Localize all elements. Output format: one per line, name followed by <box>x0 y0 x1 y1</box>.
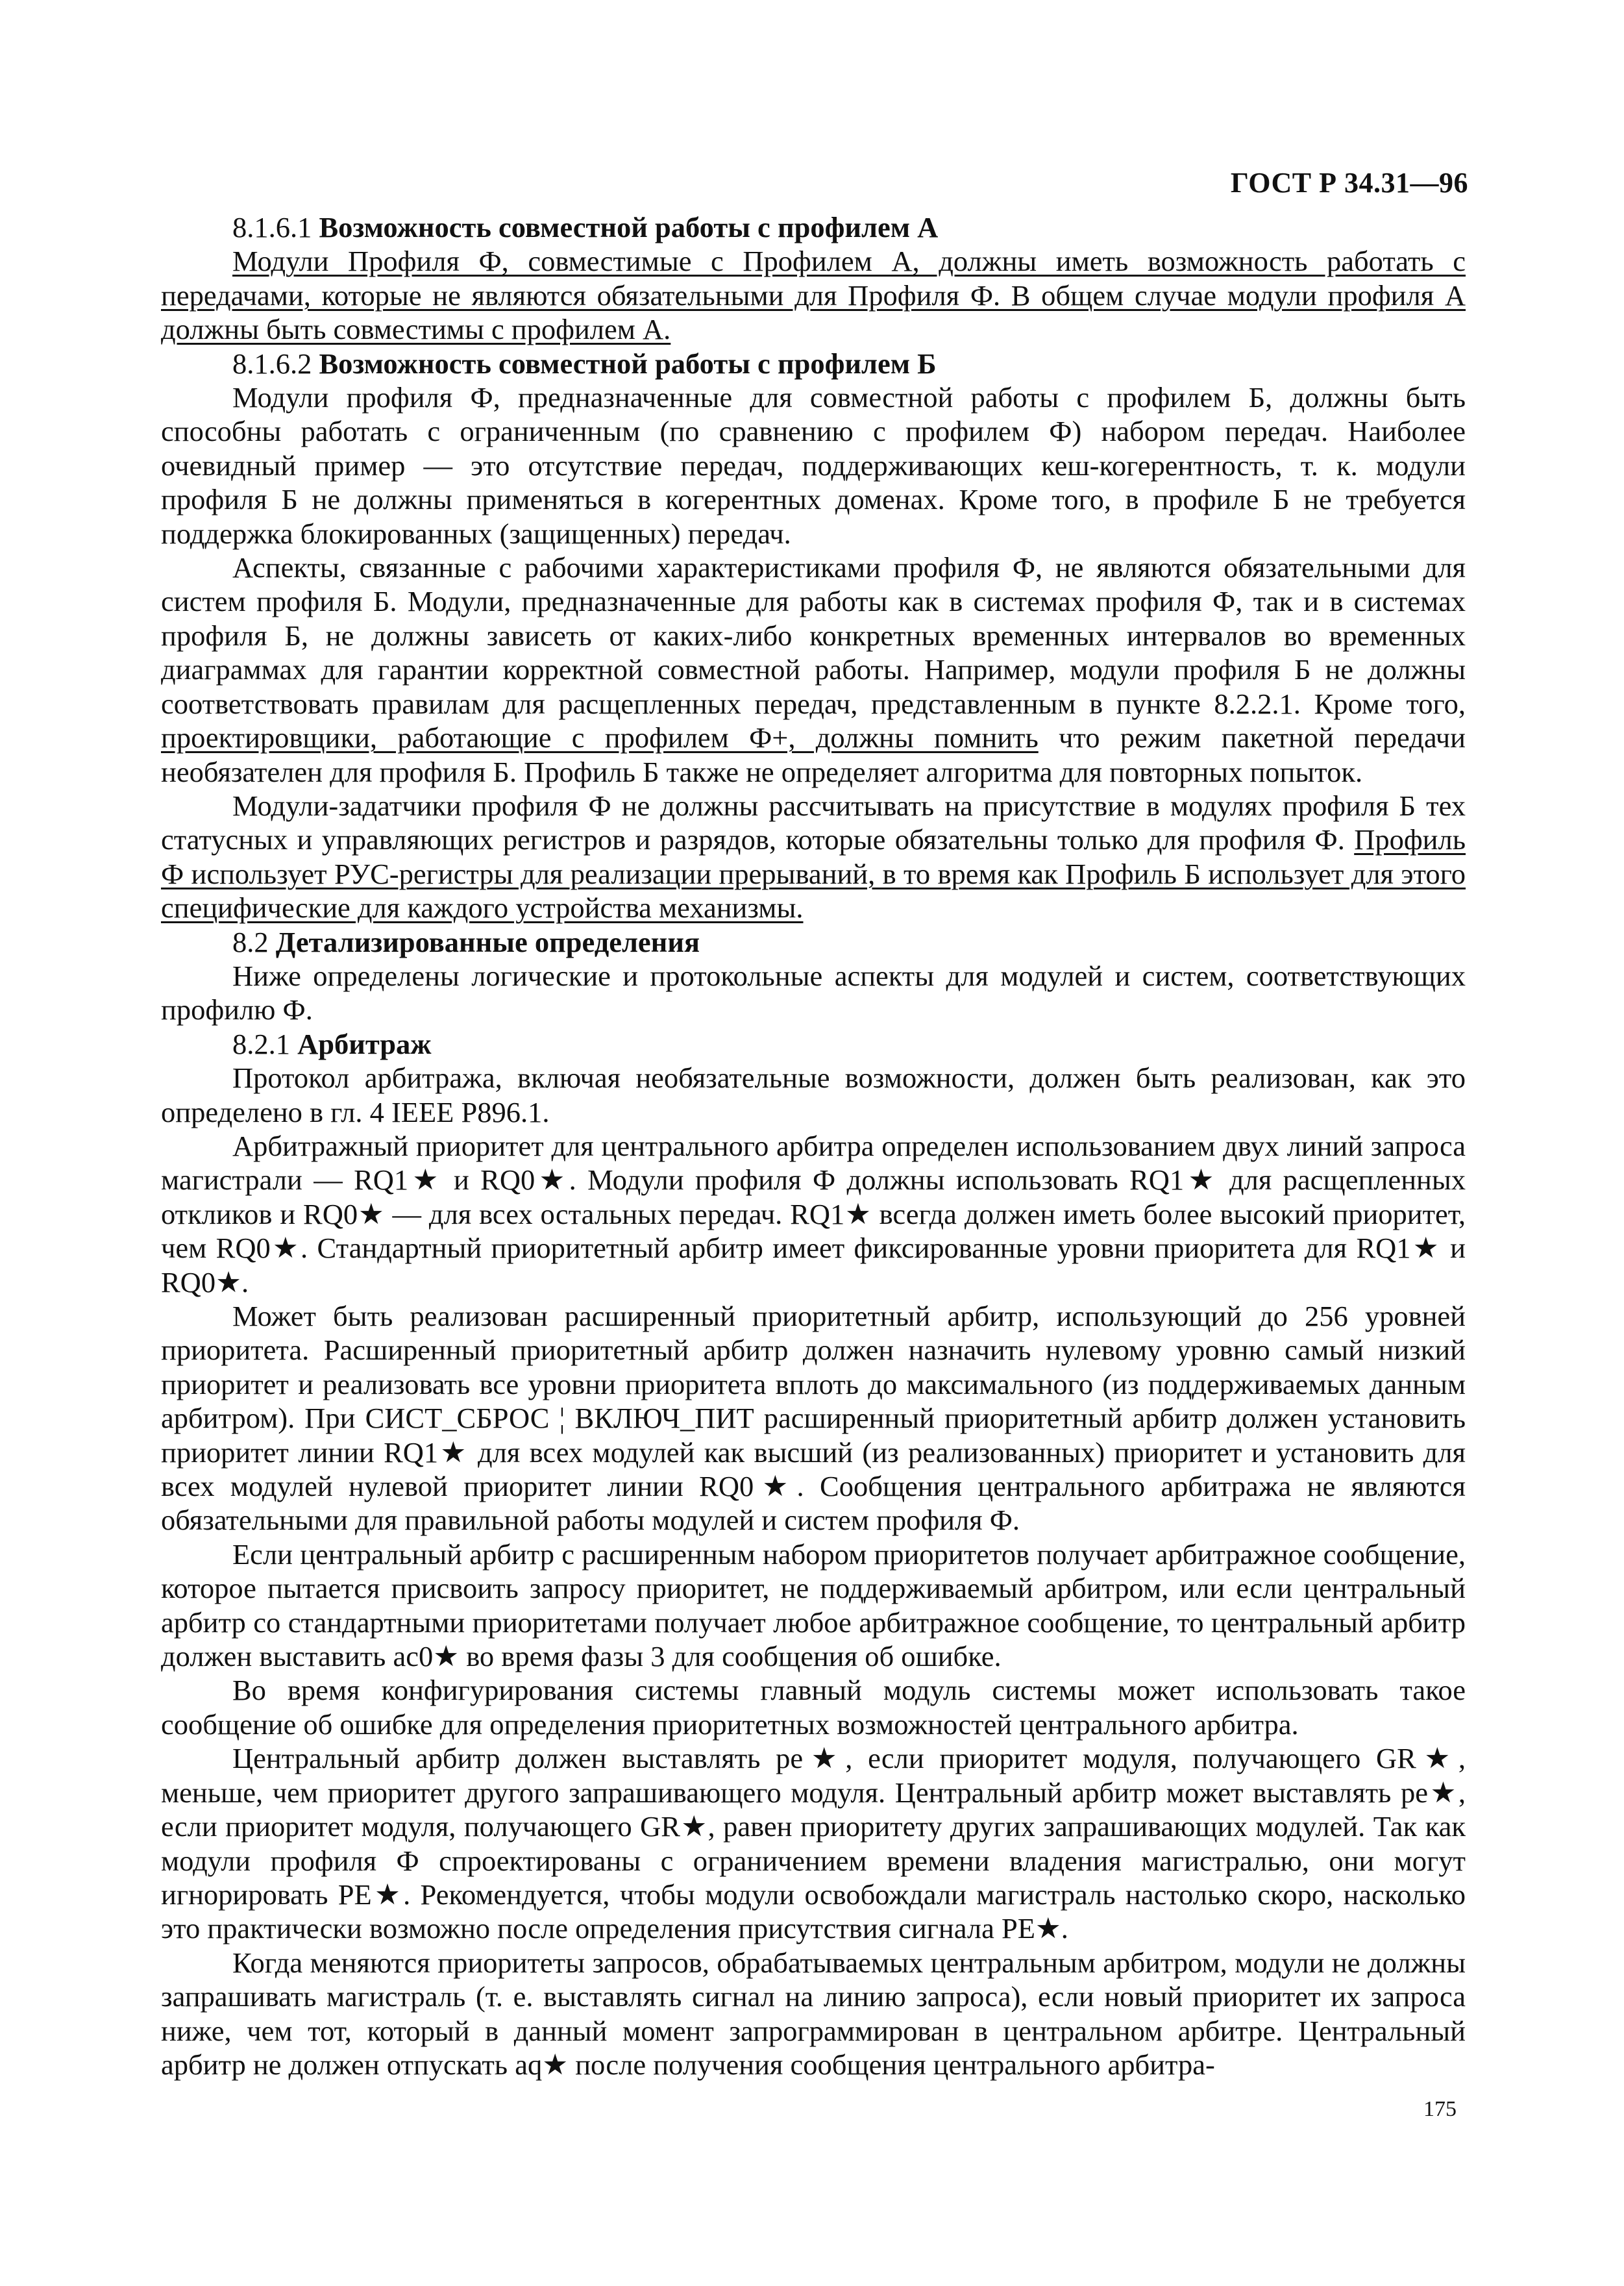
paragraph: Во время конфигурирования системы главный модуль системы может использовать такое сообщение об ошибке для определения приоритетных возможностей центрального арбитра. <box>161 1674 1466 1741</box>
underlined-text: Профиль Ф использует РУС-регистры для реализации прерываний, в то время как Профиль Б использует для этого специфические для каждого устройства механизмы. <box>161 823 1466 925</box>
text-run: Аспекты, связанные с рабочими характеристиками профиля Ф, не являются обязательными для систем профиля Б. Модули, предназначенные для работы как в системах профиля Ф, так и в системах профиля Б, не должны зависеть от каких-либо конкретных временных интервалов во временных диаграммах для гарантии корректной совместной работы. Например, модули профиля Б не должны соответствовать правилам для расщепленных передач, представленным в пункте 8.2.2.1. Кроме того, <box>161 551 1466 720</box>
paragraph <box>161 789 1466 925</box>
paragraph: Если центральный арбитр с расширенным набором приоритетов получает арбитражное сообщение, которое пытается присвоить запросу приоритет, не поддерживаемый арбитром, или если центральный арбитр со стандартными приоритетами получает любое арбитражное сообщение, то центральный арбитр должен выставить ac0★ во время фазы 3 для сообщения об ошибке. <box>161 1537 1466 1673</box>
paragraph: Когда меняются приоритеты запросов, обрабатываемых центральным арбитром, модули не должны запрашивать магистраль (т. е. выставлять сигнал на линию запроса), если новый приоритет их запроса ниже, чем тот, который в данный момент запрограммирован в центральном арбитре. Центральный арбитр не должен отпускать aq★ после получения сообщения центрального арбитра- <box>161 1946 1466 2081</box>
section-heading <box>161 347 1466 380</box>
page-number: 175 <box>1423 2097 1457 2121</box>
paragraph: Арбитражный приоритет для центрального арбитра определен использованием двух линий запроса магистрали — RQ1★ и RQ0★. Модули профиля Ф должны использовать RQ1★ для расщепленных откликов и RQ0★ — для всех остальных передач. RQ1★ всегда должен иметь более высокий приоритет, чем RQ0★. Стандартный приоритетный арбитр имеет фиксированные уровни приоритета для RQ1★ и RQ0★. <box>161 1129 1466 1298</box>
paragraph: Центральный арбитр должен выставлять pe★, если приоритет модуля, получающего GR★, меньше, чем приоритет другого запрашивающего модуля. Центральный арбитр может выставлять pe★, если приоритет модуля, получающего GR★, равен приоритету других запрашивающих модулей. Так как модули профиля Ф спроектированы с ограничением времени владения магистралью, они могут игнорировать PE★. Рекомендуется, чтобы модули освобождали магистраль настолько скоро, насколько это практически возможно после определения присутствия сигнала PE★. <box>161 1742 1466 1945</box>
section-number: 8.2.1 <box>232 1027 298 1060</box>
paragraph: Модули профиля Ф, предназначенные для совместной работы с профилем Б, должны быть способны работать с ограниченным (по сравнению с профилем Ф) набором передач. Наиболее очевидный пример — это отсутствие передач, поддерживающих кеш-когерентность, т. к. модули профиля Б не должны применяться в когерентных доменах. Кроме того, в профиле Б не требуется поддержка блокированных (защищенных) передач. <box>161 381 1466 550</box>
section-number: 8.2 <box>232 925 276 958</box>
section-title: Арбитраж <box>297 1027 432 1060</box>
section-heading <box>161 1027 1466 1061</box>
text-run: что режим пакетной передачи необязателен для профиля Б. Профиль Б также не определяет алгоритма для повторных попыток. <box>161 721 1466 788</box>
document-code: ГОСТ Р 34.31—96 <box>1230 167 1468 199</box>
paragraph: Может быть реализован расширенный приоритетный арбитр, использующий до 256 уровней приоритета. Расширенный приоритетный арбитр должен назначить нулевому уровню самый низкий приоритет и реализовать все уровни приоритета вплоть до максимального (из поддерживаемых данным арбитром). При СИСТ_СБРОС ¦ ВКЛЮЧ_ПИТ расширенный приоритетный арбитр должен установить приоритет линии RQ1★ для всех модулей как высший (из реализованных) приоритет и установить для всех модулей нулевой приоритет линии RQ0★. Сообщения центрального арбитража не являются обязательными для правильной работы модулей и систем профиля Ф. <box>161 1300 1466 1537</box>
section-heading <box>161 925 1466 959</box>
underlined-text: проектировщики, работающие с профилем Ф+, должны помнить <box>161 721 1039 754</box>
paragraph: Ниже определены логические и протокольные аспекты для модулей и систем, соответствующих профилю Ф. <box>161 959 1466 1026</box>
section-number: 8.1.6.1 <box>232 211 319 243</box>
paragraph <box>161 551 1466 789</box>
section-title: Возможность совместной работы с профилем А <box>319 211 939 243</box>
paragraph: Протокол арбитража, включая необязательные возможности, должен быть реализован, как это определено в гл. 4 IEEE P896.1. <box>161 1062 1466 1128</box>
text-run: Модули-задатчики профиля Ф не должны рассчитывать на присутствие в модулях профиля Б тех статусных и управляющих регистров и разрядов, которые обязательны только для профиля Ф. <box>161 789 1466 856</box>
paragraph: Модули Профиля Ф, совместимые с Профилем А, должны иметь возможность работать с передачами, которые не являются обязательными для Профиля Ф. В общем случае модули профиля А должны быть совместимы с профилем А. <box>161 245 1466 346</box>
section-title: Детализированные определения <box>275 925 700 958</box>
document-body <box>161 210 1466 2081</box>
section-title: Возможность совместной работы с профилем Б <box>319 347 937 380</box>
section-heading <box>161 210 1466 244</box>
section-number: 8.1.6.2 <box>232 347 319 380</box>
